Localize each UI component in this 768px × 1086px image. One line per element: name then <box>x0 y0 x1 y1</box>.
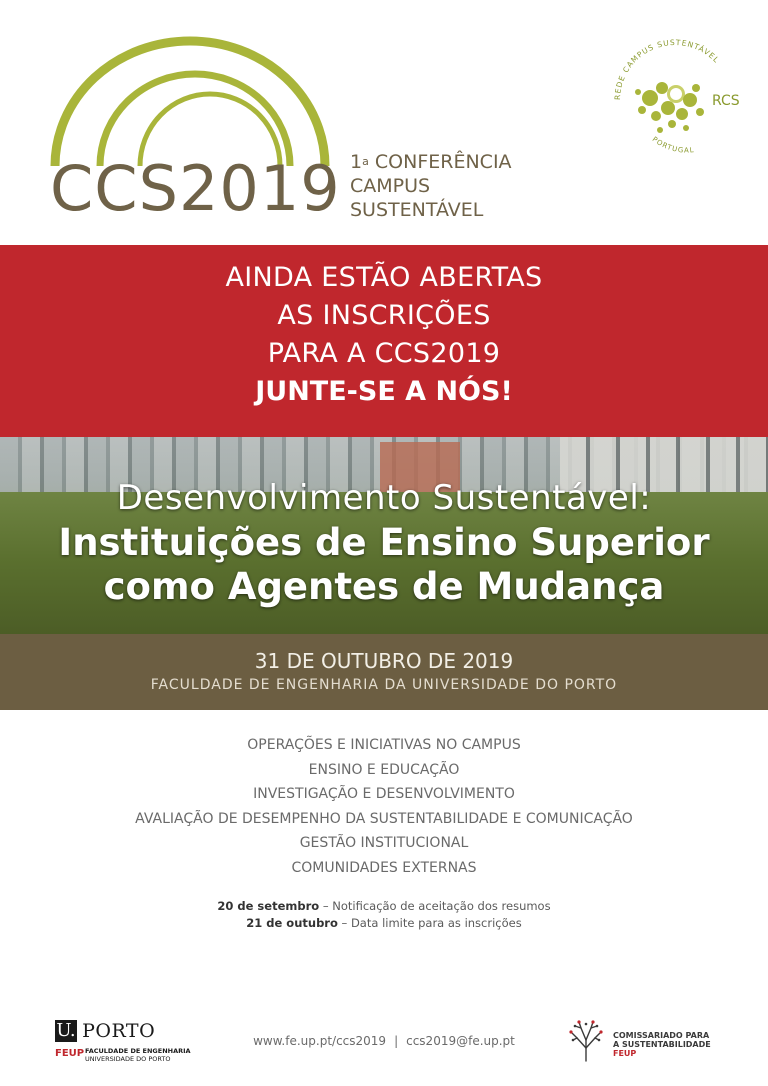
deadlines <box>0 898 768 932</box>
website-link[interactable]: www.fe.up.pt/ccs2019 <box>253 1034 387 1048</box>
event-info-band <box>0 634 768 710</box>
faculty-name: FACULDADE DE ENGENHARIA <box>85 1047 191 1055</box>
theme-line: como Agentes de Mudança <box>103 565 665 608</box>
tree-icon <box>565 1018 607 1062</box>
ccs2019-logo-text: CCS2019 <box>50 152 341 225</box>
topic-item: ENSINO E EDUCAÇÃO <box>308 761 460 778</box>
conference-title: 1$^a$ CONFERÊNCIA CAMPUS SUSTENTÁVEL <box>350 151 512 221</box>
svg-text:PORTUGAL: PORTUGAL <box>650 135 695 155</box>
topic-item: COMUNIDADES EXTERNAS <box>291 859 477 876</box>
comissariado-logo <box>565 1018 745 1068</box>
event-venue: FACULDADE DE ENGENHARIA DA UNIVERSIDADE DO PORTO <box>150 677 618 693</box>
uporto-u-mark: U. <box>56 1020 76 1041</box>
feup-label: FEUP <box>55 1048 85 1059</box>
uporto-porto-text: PORTO <box>82 1020 156 1042</box>
conference-theme <box>0 475 768 609</box>
campus-photo <box>0 437 768 634</box>
header <box>0 0 768 245</box>
comissariado-feup: FEUP <box>613 1049 637 1058</box>
comissariado-line: COMISSARIADO PARA <box>613 1031 710 1040</box>
topic-item: INVESTIGAÇÃO E DESENVOLVIMENTO <box>253 786 515 802</box>
registration-banner <box>0 245 768 437</box>
theme-line: Instituições de Ensino Superior <box>58 521 710 564</box>
comissariado-line: A SUSTENTABILIDADE <box>613 1040 711 1049</box>
topic-item: OPERAÇÕES E INICIATIVAS NO CAMPUS <box>247 737 521 753</box>
deadline-item: 20 de setembro – Notificação de aceitação dos resumos <box>217 899 551 913</box>
topic-item: AVALIAÇÃO DE DESEMPENHO DA SUSTENTABILIDADE E COMUNICAÇÃO <box>135 810 633 827</box>
banner-line: PARA A CCS2019 <box>267 338 501 369</box>
rcs-label: RCS <box>712 93 740 109</box>
deadline-item: 21 de outubro – Data limite para as inscrições <box>246 916 522 930</box>
email-link[interactable]: ccs2019@fe.up.pt <box>406 1034 515 1048</box>
banner-line: AS INSCRIÇÕES <box>277 300 491 331</box>
svg-text:REDE CAMPUS SUSTENTÁVEL: REDE CAMPUS SUSTENTÁVEL <box>612 37 722 101</box>
topics-list <box>0 733 768 880</box>
topic-item: GESTÃO INSTITUCIONAL <box>299 835 469 851</box>
event-date: 31 DE OUTUBRO DE 2019 <box>254 649 514 673</box>
contact-separator: | <box>394 1034 399 1048</box>
banner-call-to-action: JUNTE-SE A NÓS! <box>255 376 513 407</box>
banner-line: AINDA ESTÃO ABERTAS <box>225 262 543 293</box>
theme-line: Desenvolvimento Sustentável: <box>116 478 652 518</box>
university-name: UNIVERSIDADE DO PORTO <box>85 1055 171 1063</box>
ccs-arcs-logo <box>45 28 335 168</box>
footer <box>0 1010 768 1086</box>
